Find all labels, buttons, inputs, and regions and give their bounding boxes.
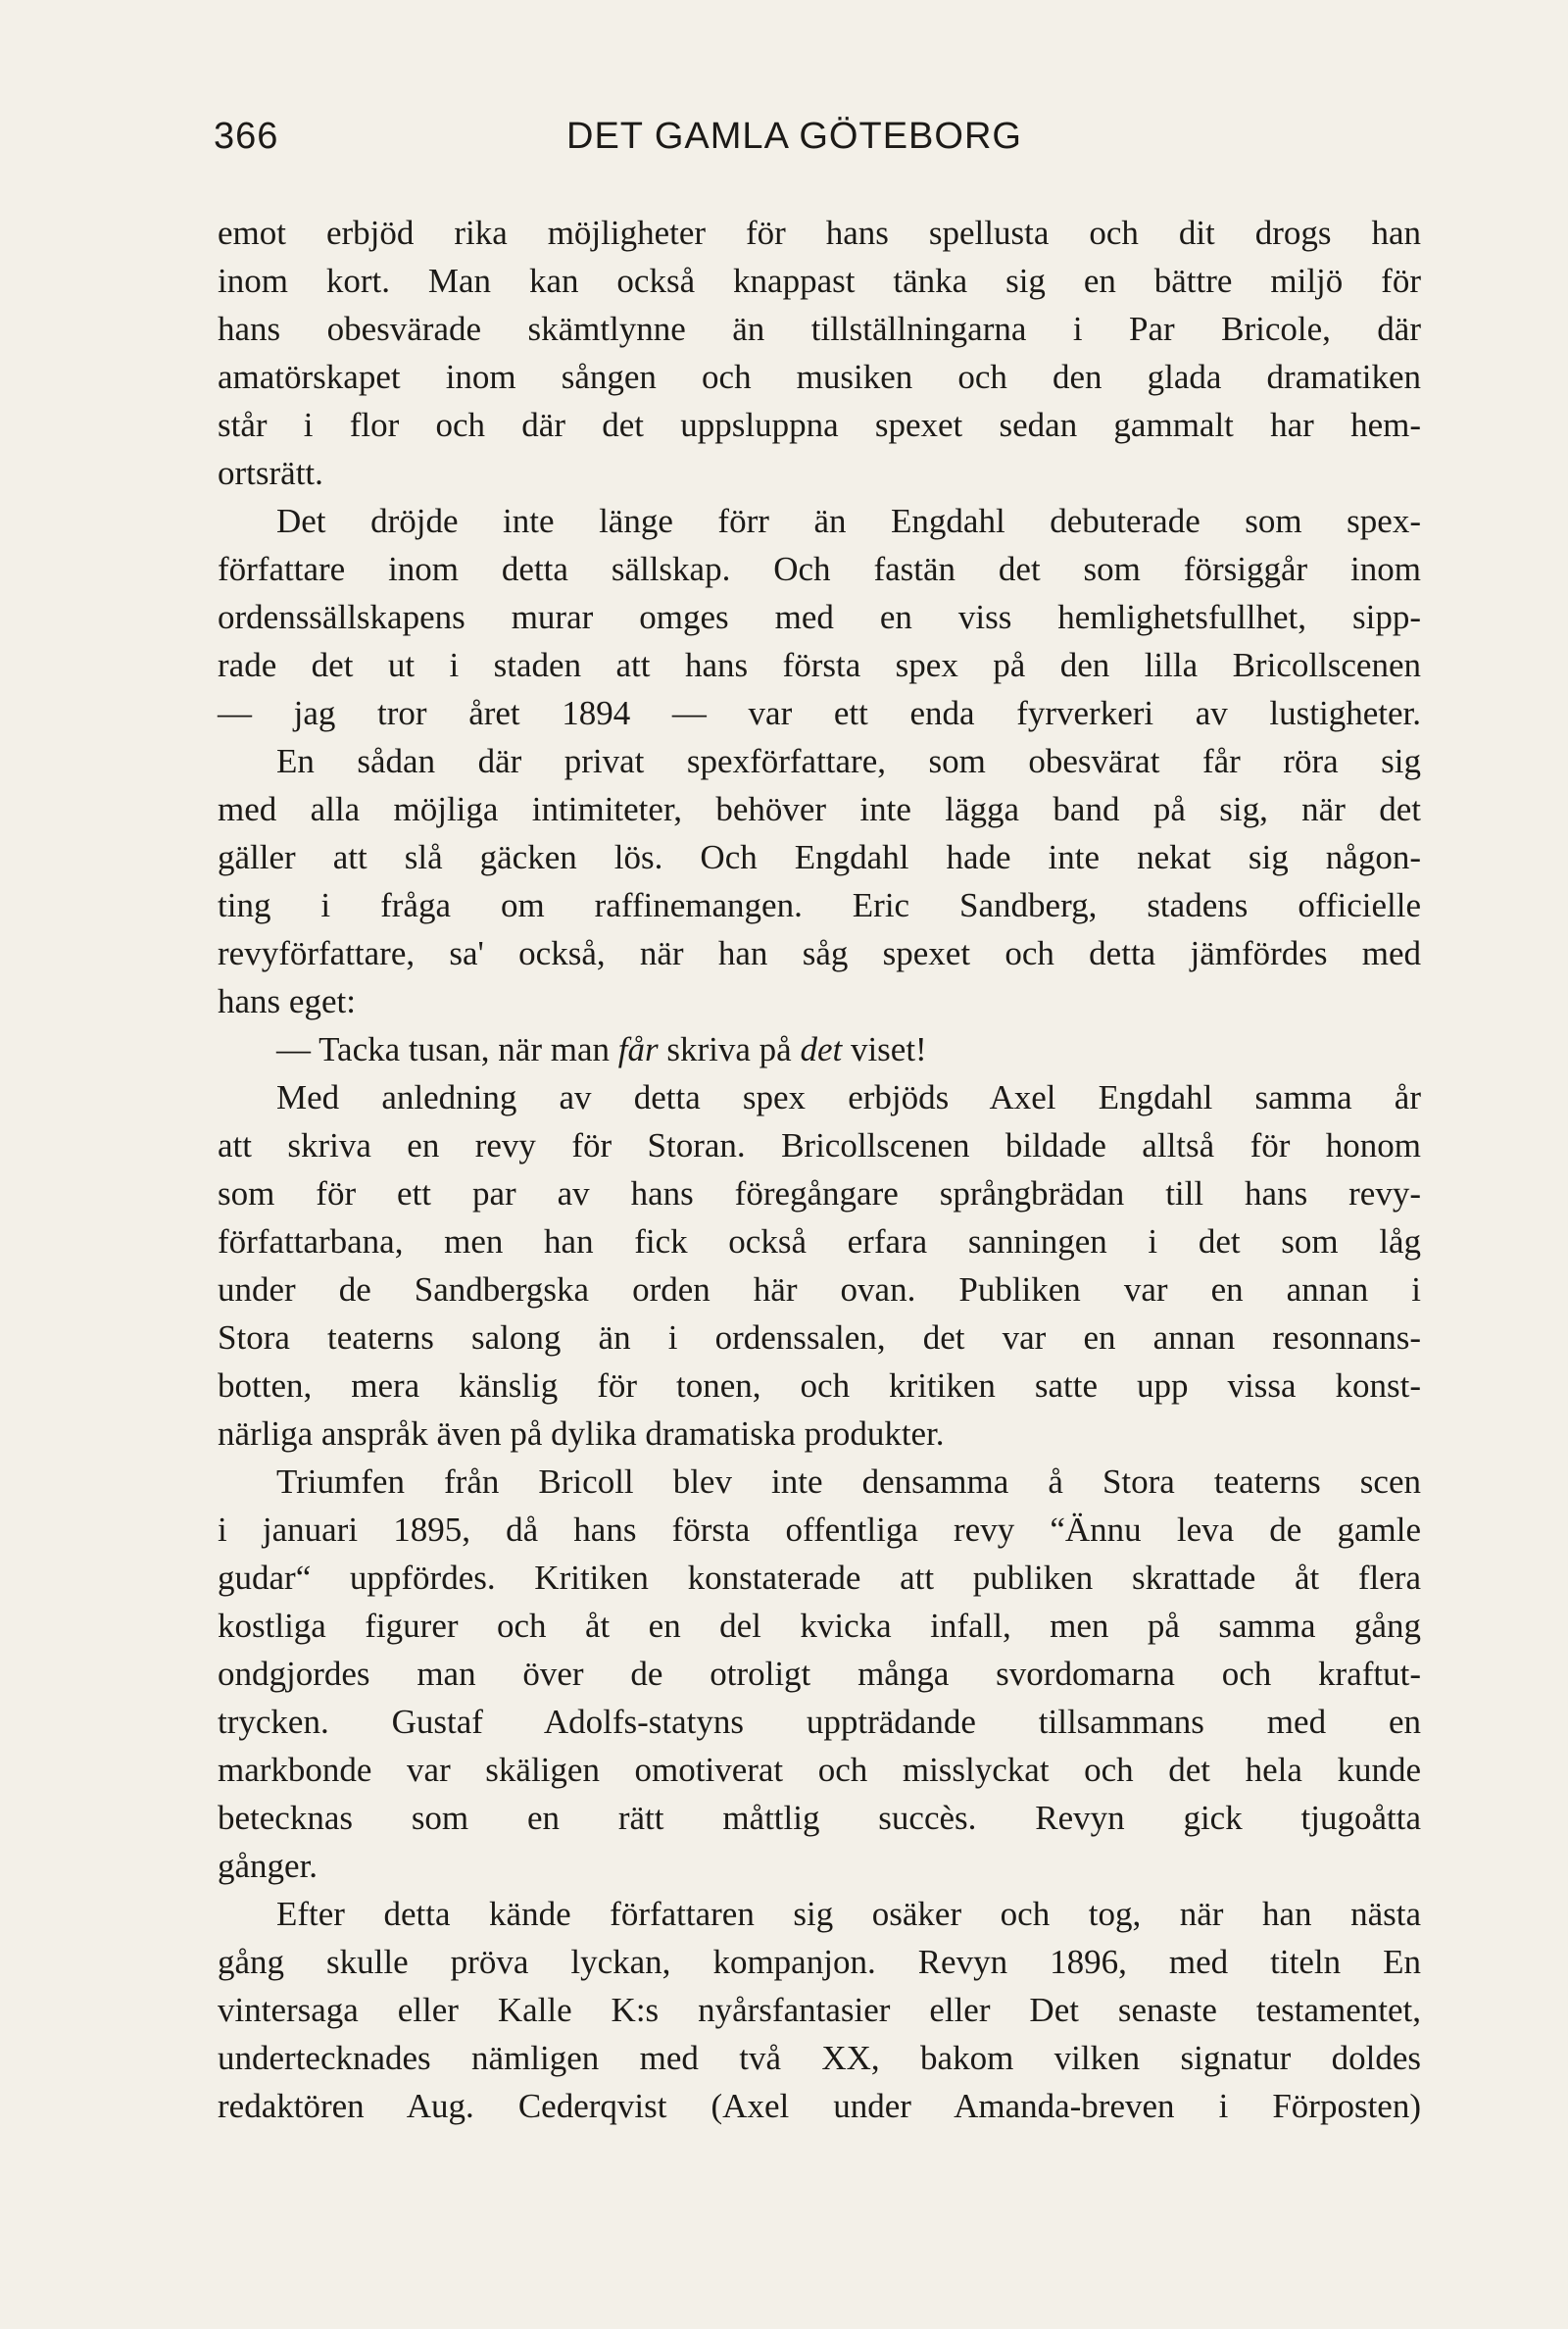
- page-number: 366: [214, 116, 279, 157]
- text-line: rade det ut i staden att hans första spex på den lilla Bricollscenen: [218, 646, 1421, 684]
- quote-italic: får: [617, 1030, 659, 1068]
- quote-italic: det: [800, 1030, 843, 1068]
- text-line: — jag tror året 1894 — var ett enda fyrverkeri av lustigheter.: [218, 694, 1421, 732]
- text-line: ortsrätt.: [218, 454, 323, 492]
- quote-part: — Tacka tusan, när man: [276, 1030, 618, 1068]
- text-line: Stora teaterns salong än i ordenssalen, det var en annan resonnans-: [218, 1318, 1421, 1357]
- paragraph-start: Det dröjde inte länge förr än Engdahl debuterade som spex-: [276, 502, 1421, 540]
- text-line: markbonde var skäligen omotiverat och misslyckat och det hela kunde: [218, 1751, 1421, 1789]
- text-line: ondgjordes man över de otroligt många svordomarna och kraftut-: [218, 1655, 1421, 1693]
- text-line: inom kort. Man kan också knappast tänka sig en bättre miljö för: [218, 262, 1421, 300]
- text-line: hans obesvärade skämtlynne än tillställningarna i Par Bricole, där: [218, 310, 1421, 348]
- text-line: ordenssällskapens murar omges med en viss hemlighetsfullhet, sipp-: [218, 598, 1421, 636]
- text-line: gång skulle pröva lyckan, kompanjon. Revyn 1896, med titeln En: [218, 1943, 1421, 1981]
- quoted-line: [218, 1025, 1421, 1073]
- text-line: betecknas som en rätt måttlig succès. Revyn gick tjugoåtta: [218, 1799, 1421, 1837]
- text-line: revyförfattare, sa' också, när han såg spexet och detta jämfördes med: [218, 934, 1421, 972]
- text-line: emot erbjöd rika möjligheter för hans spellusta och dit drogs han: [218, 214, 1421, 252]
- text-line: ting i fråga om raffinemangen. Eric Sandberg, stadens officielle: [218, 886, 1421, 924]
- running-head: DET GAMLA GÖTEBORG: [566, 116, 1022, 157]
- text-line: kostliga figurer och åt en del kvicka infall, men på samma gång: [218, 1607, 1421, 1645]
- text-line: hans eget:: [218, 982, 356, 1020]
- text-line: står i flor och där det uppsluppna spexet sedan gammalt har hem-: [218, 406, 1421, 444]
- text-line: undertecknades nämligen med två XX, bakom vilken signatur doldes: [218, 2039, 1421, 2077]
- text-line: under de Sandbergska orden här ovan. Publiken var en annan i: [218, 1270, 1421, 1309]
- paragraph-start: Efter detta kände författaren sig osäker och tog, när han nästa: [276, 1895, 1421, 1933]
- page-header: [214, 116, 1421, 174]
- text-line: vintersaga eller Kalle K:s nyårsfantasier eller Det senaste testamentet,: [218, 1991, 1421, 2029]
- text-line: gäller att slå gäcken lös. Och Engdahl hade inte nekat sig någon-: [218, 838, 1421, 876]
- body-text: [218, 209, 1421, 2130]
- quote-part: skriva på: [658, 1030, 801, 1068]
- text-line: gånger.: [218, 1847, 318, 1885]
- text-line: gudar“ uppfördes. Kritiken konstaterade att publiken skrattade åt flera: [218, 1559, 1421, 1597]
- text-line: med alla möjliga intimiteter, behöver inte lägga band på sig, när det: [218, 790, 1421, 828]
- text-line: trycken. Gustaf Adolfs-statyns uppträdande tillsammans med en: [218, 1703, 1421, 1741]
- text-line: närliga anspråk även på dylika dramatiska produkter.: [218, 1414, 945, 1453]
- paragraph-start: Med anledning av detta spex erbjöds Axel Engdahl samma år: [276, 1078, 1421, 1116]
- text-line: amatörskapet inom sången och musiken och den glada dramatiken: [218, 358, 1421, 396]
- text-line: författare inom detta sällskap. Och fastän det som försiggår inom: [218, 550, 1421, 588]
- text-line: som för ett par av hans föregångare språngbrädan till hans revy-: [218, 1174, 1421, 1213]
- text-line: botten, mera känslig för tonen, och kritiken satte upp vissa konst-: [218, 1366, 1421, 1405]
- paragraph-start: Triumfen från Bricoll blev inte densamma å Stora teaterns scen: [276, 1462, 1421, 1501]
- text-line: i januari 1895, då hans första offentliga revy “Ännu leva de gamle: [218, 1511, 1421, 1549]
- quote-part: viset!: [842, 1030, 927, 1068]
- text-line: redaktören Aug. Cederqvist (Axel under Amanda-breven i Förposten): [218, 2087, 1421, 2125]
- text-line: att skriva en revy för Storan. Bricollscenen bildade alltså för honom: [218, 1126, 1421, 1164]
- paragraph-start: En sådan där privat spexförfattare, som obesvärat får röra sig: [276, 742, 1421, 780]
- text-line: författarbana, men han fick också erfara sanningen i det som låg: [218, 1222, 1421, 1261]
